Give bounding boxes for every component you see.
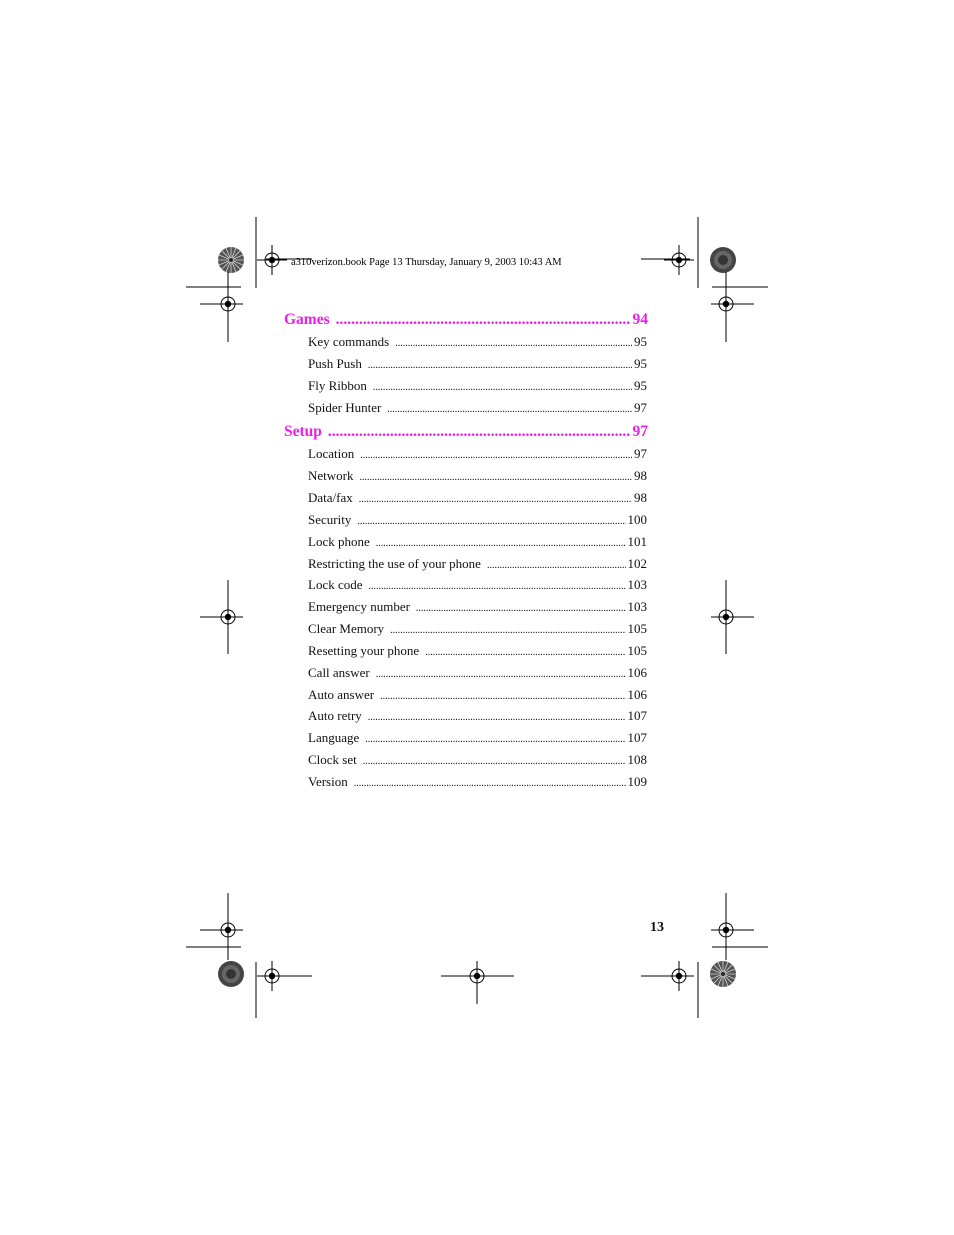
toc-entry[interactable] [308, 664, 647, 682]
toc-entry-page: 98 [634, 468, 647, 483]
toc-entry-label: Resetting your phone [308, 643, 420, 658]
toc-entry[interactable] [308, 686, 647, 704]
toc-entry[interactable] [308, 751, 647, 769]
toc-entry[interactable] [308, 576, 647, 594]
toc-entry-label: Clear Memory [308, 621, 385, 636]
slug-line: a310verizon.book Page 13 Thursday, January 9, 2003 10:43 AM [291, 257, 562, 268]
dot-leader [368, 357, 632, 375]
toc-entry[interactable] [308, 729, 647, 747]
toc-entry-page: 101 [627, 534, 647, 549]
dot-leader [360, 469, 633, 487]
toc-entry[interactable] [308, 489, 647, 507]
dot-leader [387, 401, 632, 419]
toc-entry-label: Language [308, 730, 360, 745]
toc-entry-label: Version [308, 774, 348, 789]
toc-entry-label: Key commands [308, 334, 390, 349]
toc-entry-label: Auto retry [308, 708, 362, 723]
toc-entry-page: 106 [627, 687, 647, 702]
toc-entry-page: 108 [627, 752, 647, 767]
toc-entry-label: Data/fax [308, 490, 353, 505]
dot-leader [336, 310, 631, 330]
toc-entry[interactable] [308, 773, 647, 791]
toc-entry-page: 98 [634, 490, 647, 505]
toc-entry[interactable] [308, 467, 647, 485]
toc-entry-page: 95 [634, 378, 647, 393]
dot-leader [425, 644, 625, 662]
toc-entry-page: 107 [627, 730, 647, 745]
toc-entry[interactable] [308, 355, 647, 373]
dot-leader [487, 557, 626, 575]
toc-entry[interactable] [308, 555, 647, 573]
toc-entry-label: Emergency number [308, 599, 410, 614]
toc-entry-label: Lock phone [308, 534, 370, 549]
dot-leader [390, 622, 625, 640]
toc-section-setup[interactable] [284, 422, 648, 442]
toc-entry-page: 103 [627, 599, 647, 614]
toc-entry-label: Network [308, 468, 354, 483]
dot-leader [363, 753, 626, 771]
toc-entry-label: Clock set [308, 752, 357, 767]
toc-entry-page: 95 [634, 334, 647, 349]
toc-entry[interactable] [308, 707, 647, 725]
toc-entry-page: 107 [627, 708, 647, 723]
toc-entry-page: 106 [627, 665, 647, 680]
dot-leader [395, 335, 632, 353]
dot-leader [369, 578, 626, 596]
toc-entry-label: Lock code [308, 577, 363, 592]
toc-entry-page: 105 [627, 643, 647, 658]
toc-section-title: Setup [284, 423, 322, 440]
toc-entry-label: Spider Hunter [308, 400, 382, 415]
toc-section-page: 94 [632, 311, 648, 328]
toc-entry[interactable] [308, 620, 647, 638]
toc-entry[interactable] [308, 399, 647, 417]
toc-entry-page: 105 [627, 621, 647, 636]
dot-leader [328, 422, 631, 442]
toc-entry-label: Push Push [308, 356, 362, 371]
dot-leader [354, 775, 626, 793]
toc-entry-label: Call answer [308, 665, 370, 680]
toc-entry[interactable] [308, 445, 647, 463]
dot-leader [376, 666, 626, 684]
toc-section-page: 97 [632, 423, 648, 440]
toc-entry-page: 109 [627, 774, 647, 789]
toc-entry-label: Location [308, 446, 355, 461]
toc-entry-label: Restricting the use of your phone [308, 556, 481, 571]
dot-leader [357, 513, 625, 531]
page-number: 13 [650, 920, 664, 935]
toc-entry[interactable] [308, 511, 647, 529]
dot-leader [368, 709, 626, 727]
toc-entry[interactable] [308, 333, 647, 351]
toc-entry-label: Security [308, 512, 352, 527]
toc-section-games[interactable] [284, 310, 648, 330]
dot-leader [380, 688, 625, 706]
dot-leader [376, 535, 626, 553]
toc-entry[interactable] [308, 533, 647, 551]
dot-leader [416, 600, 626, 618]
toc-entry-page: 103 [627, 577, 647, 592]
dot-leader [360, 447, 632, 465]
toc-entry[interactable] [308, 642, 647, 660]
toc-entry-page: 95 [634, 356, 647, 371]
toc-entry-page: 102 [627, 556, 647, 571]
toc-entry[interactable] [308, 598, 647, 616]
toc-entry[interactable] [308, 377, 647, 395]
toc-entry-page: 97 [634, 446, 647, 461]
toc-section-title: Games [284, 311, 330, 328]
toc-entry-page: 100 [627, 512, 647, 527]
dot-leader [359, 491, 632, 509]
dot-leader [373, 379, 632, 397]
dot-leader [365, 731, 625, 749]
toc-entry-page: 97 [634, 400, 647, 415]
toc-entry-label: Fly Ribbon [308, 378, 367, 393]
toc-entry-label: Auto answer [308, 687, 375, 702]
